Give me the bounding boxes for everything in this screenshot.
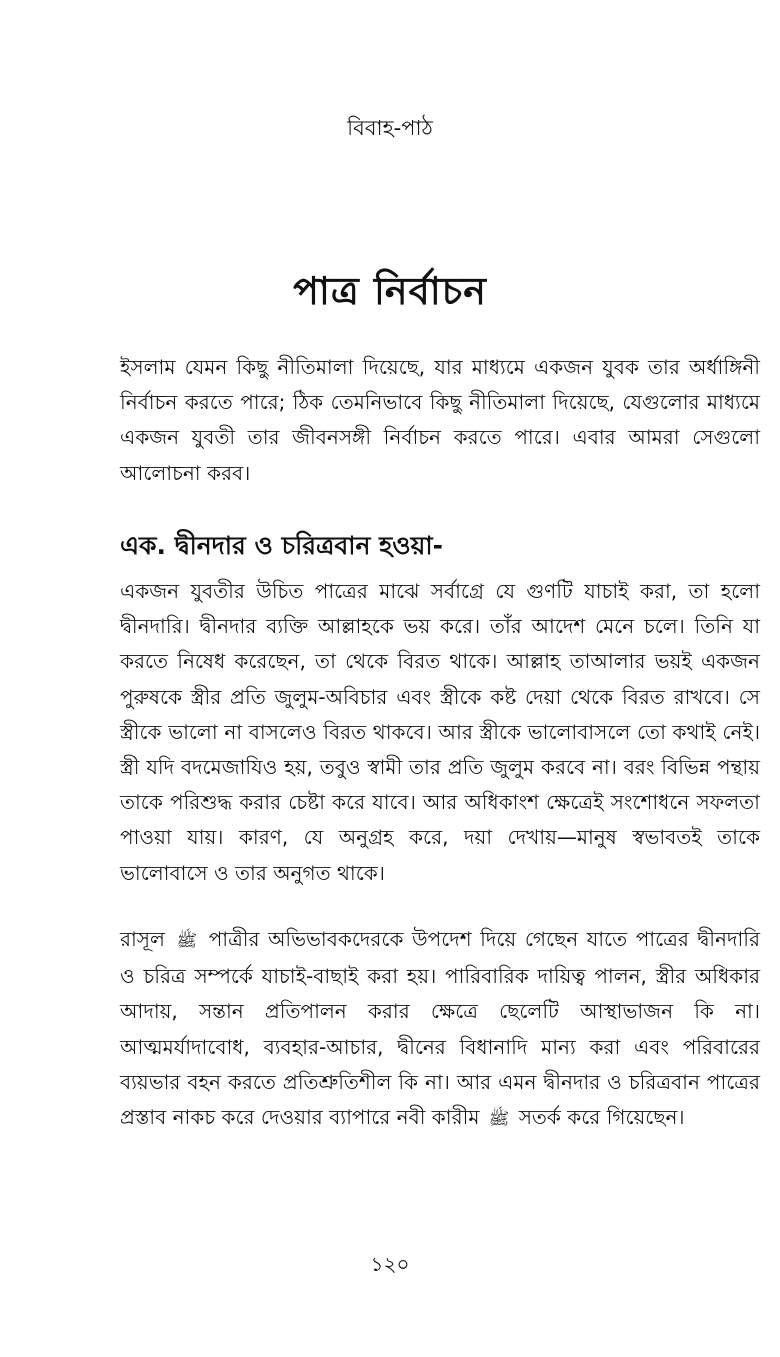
body-paragraph-1: একজন যুবতীর উচিত পাত্রের মাঝে সর্বাগ্রে যে গুণটি যাচাই করা, তা হলো দ্বীনদারি। দ্বীনদার ব্যক্তি আল্লাহকে ভয় করে। তাঁর আদেশ মেনে চলে। তিনি যা করতে নিষেধ করেছেন, তা থেকে বিরত থাকে। আল্লাহ তাআলার ভয়ই একজন পুরুষকে স্ত্রীর প্রতি জুলুম-অবিচার এবং স্ত্রীকে কষ্ট দেয়া থেকে বিরত রাখবে। সে স্ত্রীকে ভালো না বাসলেও বিরত থাকবে। আর স্ত্রীকে ভালোবাসলে তো কথাই নেই। স্ত্রী যদি বদমেজাযিও হয়, তবুও স্বামী তার প্রতি জুলুম করবে না। বরং বিভিন্ন পন্থায় তাকে পরিশুদ্ধ করার চেষ্টা করে যাবে। আর অধিকাংশ ক্ষেত্রেই সংশোধনে সফলতা পাওয়া যায়। কারণ, যে অনুগ্রহ করে, দয়া দেখায়—মানুষ স্বভাবতই তাকে ভালোবাসে ও তার অনুগত থাকে। <box>120 579 760 885</box>
chapter-title: পাত্র নির্বাচন <box>293 269 487 313</box>
para2-middle: পাত্রীর অভিভাবকদেরকে উপদেশ দিয়ে গেছেন যাতে পাত্রের দ্বীনদারি ও চরিত্র সম্পর্কে যাচাই-বাছাই করা হয়। পারিবারিক দায়িত্ব পালন, স্ত্রীর অধিকার আদায়, সন্তান প্রতিপালন করার ক্ষেত্রে ছেলেটি আস্থাভাজন কি না। আত্মমর্যাদাবোধ, ব্যবহার-আচার, দ্বীনের বিধানাদি মান্য করা এবং পরিবারের ব্যয়ভার বহন করতে প্রতিশ্রুতিশীল কি না। আর এমন দ্বীনদার ও চরিত্রবান পাত্রের প্রস্তাব নাকচ করে দেওয়ার ব্যাপারে নবী কারীম <box>120 927 760 1130</box>
para2-end: সতর্ক করে গিয়েছেন। <box>518 1105 685 1130</box>
section-heading: এক. দ্বীনদার ও চরিত্রবান হওয়া- <box>120 531 444 560</box>
para2-start: রাসূল <box>120 927 165 951</box>
page-number: ১২০ <box>370 1252 410 1276</box>
body-paragraph-2 <box>120 922 760 1137</box>
intro-paragraph: ইসলাম যেমন কিছু নীতিমালা দিয়েছে, যার মাধ্যমে একজন যুবক তার অর্ধাঙ্গিনী নির্বাচন করতে পারে; ঠিক তেমনিভাবে কিছু নীতিমালা দিয়েছে, যেগুলোর মাধ্যমে একজন যুবতী তার জীবনসঙ্গী নির্বাচন করতে পারে। এবার আমরা সেগুলো আলোচনা করব। <box>120 355 760 485</box>
running-head: বিবাহ-পাঠ <box>347 116 433 140</box>
salutation-glyph-2: ﷺ <box>488 1109 510 1130</box>
salutation-glyph: ﷺ <box>176 931 198 951</box>
